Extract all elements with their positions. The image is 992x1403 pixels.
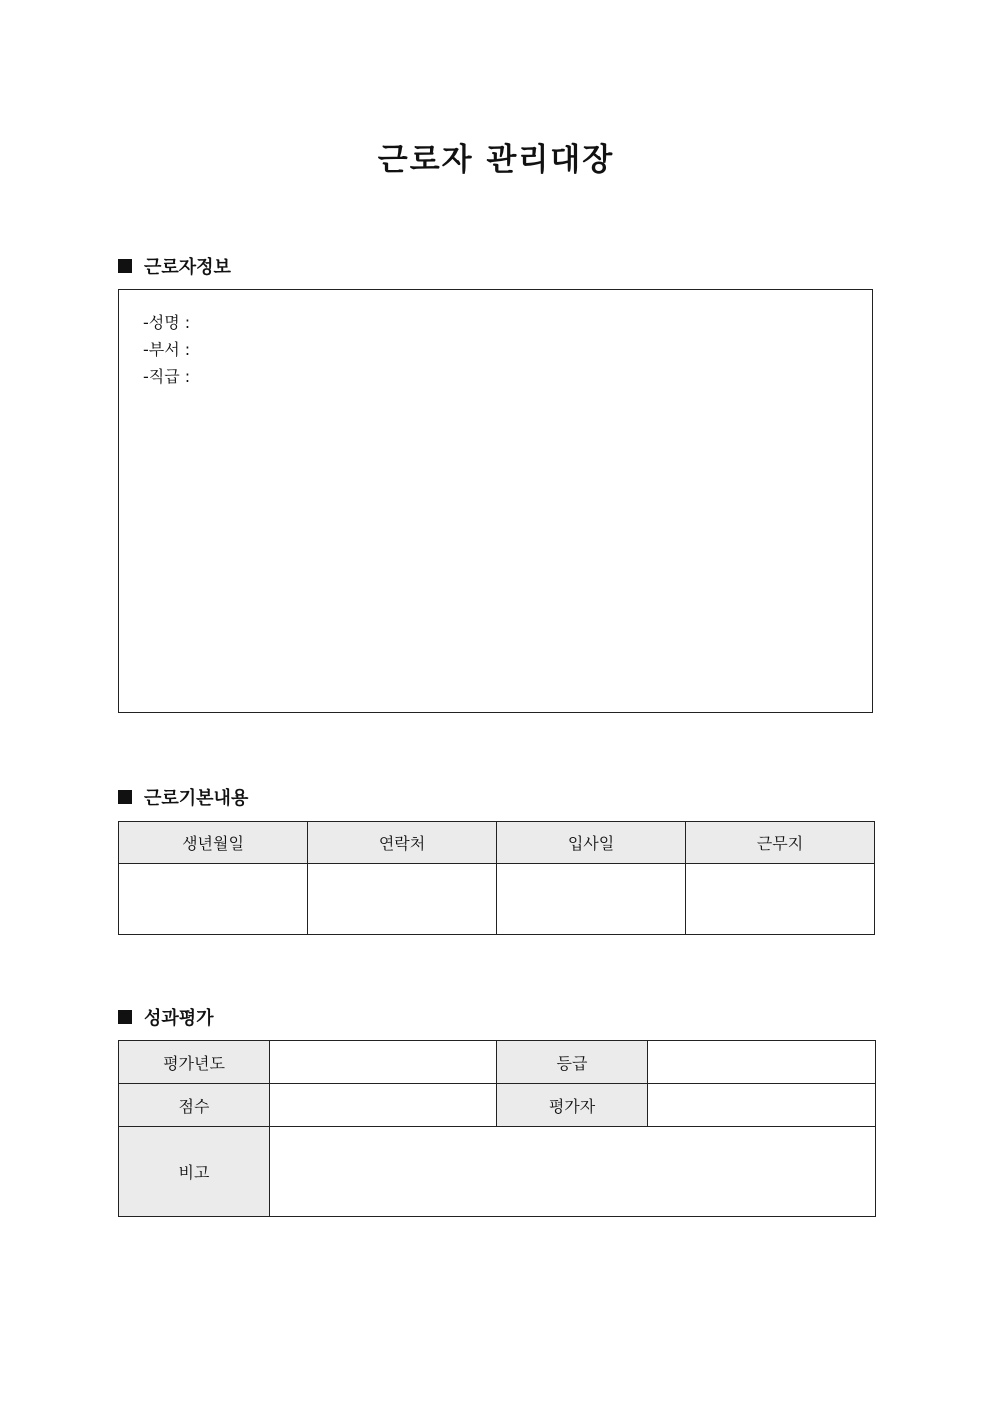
section-heading-label: 성과평가 [144,1008,214,1029]
position-field[interactable] [143,363,848,390]
score-value-cell[interactable] [270,1084,497,1127]
department-label: -부서 [143,340,180,359]
table-row [119,864,875,935]
birthdate-cell[interactable] [119,864,308,935]
workplace-cell[interactable] [686,864,875,935]
section-heading-basic [118,784,248,810]
document-title: 근로자 관리대장 [377,142,615,178]
table-row [119,1127,876,1217]
position-separator: : [184,367,191,386]
year-value-cell[interactable] [270,1041,497,1084]
evaluation-table [118,1040,876,1217]
column-header-workplace: 근무지 [686,822,875,864]
remark-value-cell[interactable] [270,1127,876,1217]
table-header-row [119,822,875,864]
name-separator: : [184,313,191,332]
section-heading-evaluation [118,1004,214,1030]
table-row [119,1041,876,1084]
grade-value-cell[interactable] [648,1041,876,1084]
hire-date-cell[interactable] [497,864,686,935]
section-heading-label: 근로자정보 [144,257,231,278]
square-bullet-icon [118,259,132,273]
remark-label: 비고 [119,1127,270,1217]
contact-cell[interactable] [308,864,497,935]
table-row [119,1084,876,1127]
basic-info-table [118,821,875,935]
department-field[interactable] [143,336,848,363]
section-heading-worker-info [118,253,231,279]
department-separator: : [184,340,191,359]
grade-label: 등급 [497,1041,648,1084]
year-label: 평가년도 [119,1041,270,1084]
section-heading-label: 근로기본내용 [144,788,249,809]
name-field[interactable] [143,309,848,336]
evaluator-value-cell[interactable] [648,1084,876,1127]
square-bullet-icon [118,1010,132,1024]
column-header-birthdate: 생년월일 [119,822,308,864]
worker-info-box [118,289,873,713]
score-label: 점수 [119,1084,270,1127]
column-header-hire-date: 입사일 [497,822,686,864]
square-bullet-icon [118,790,132,804]
name-label: -성명 [143,313,180,332]
evaluator-label: 평가자 [497,1084,648,1127]
column-header-contact: 연락처 [308,822,497,864]
position-label: -직급 [143,367,180,386]
